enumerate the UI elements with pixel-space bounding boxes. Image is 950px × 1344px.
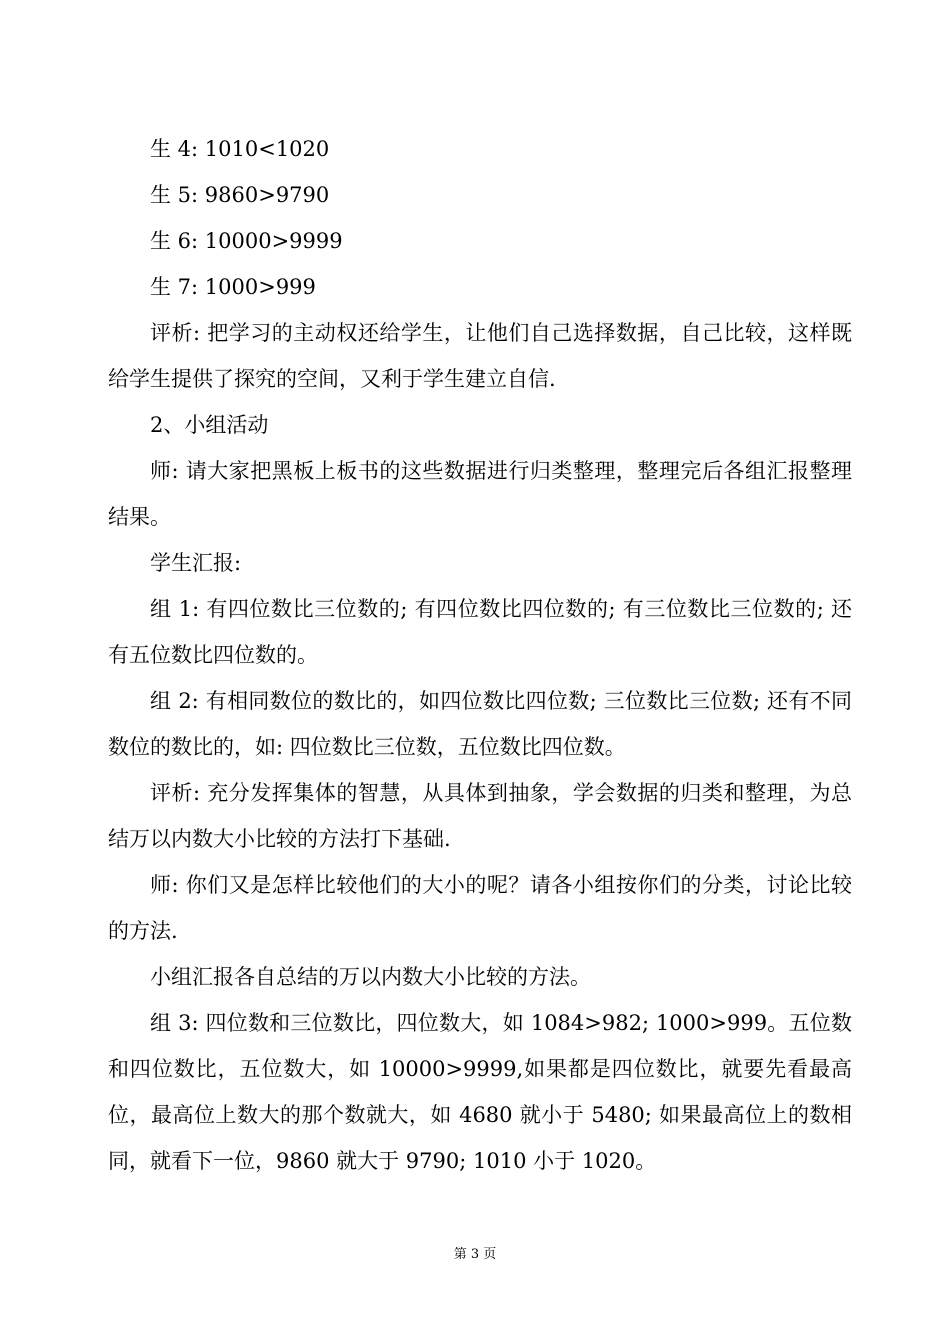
paragraph-teacher-2: 师: 你们又是怎样比较他们的大小的呢？请各小组按你们的分类，讨论比较的方法. xyxy=(108,873,852,943)
section-heading-group-activity: 2、小组活动 xyxy=(150,413,269,437)
paragraph-group-2: 组 2: 有相同数位的数比的，如四位数比四位数; 三位数比三位数; 还有不同数位的数比的，如: 四位数比三位数，五位数比四位数。 xyxy=(108,689,852,759)
paragraph-teacher-1: 师: 请大家把黑板上板书的这些数据进行归类整理，整理完后各组汇报整理结果。 xyxy=(108,459,852,529)
paragraph-group-summary: 小组汇报各自总结的万以内数大小比较的方法。 xyxy=(150,965,591,989)
paragraph-student-7: 生 7: 1000>999 xyxy=(150,275,316,299)
paragraph-student-4: 生 4: 1010<1020 xyxy=(150,137,330,161)
paragraph-commentary-1: 评析: 把学习的主动权还给学生，让他们自己选择数据，自己比较，这样既给学生提供了探究的空间，又利于学生建立自信. xyxy=(108,321,852,391)
paragraph-commentary-2: 评析: 充分发挥集体的智慧，从具体到抽象，学会数据的归类和整理，为总结万以内数大小比较的方法打下基础. xyxy=(108,781,852,851)
paragraph-group-1: 组 1: 有四位数比三位数的; 有四位数比四位数的; 有三位数比三位数的; 还有五位数比四位数的。 xyxy=(108,597,852,667)
paragraph-student-5: 生 5: 9860>9790 xyxy=(150,183,330,207)
page-number: 第 3 页 xyxy=(453,1247,497,1262)
paragraph-student-6: 生 6: 10000>9999 xyxy=(150,229,343,253)
paragraph-group-3: 组 3: 四位数和三位数比，四位数大，如 1084>982; 1000>999。五位数和四位数比，五位数大，如 10000>9999,如果都是四位数比，就要先看最高位，最高位上数大的那个数就大，如 4680 就小于 5480; 如果最高位上的数相同，就看下一位，9860 就大于 9790; 1010 小于 1020。 xyxy=(108,1011,852,1173)
paragraph-student-report: 学生汇报: xyxy=(150,551,242,575)
document-body xyxy=(108,126,852,1184)
